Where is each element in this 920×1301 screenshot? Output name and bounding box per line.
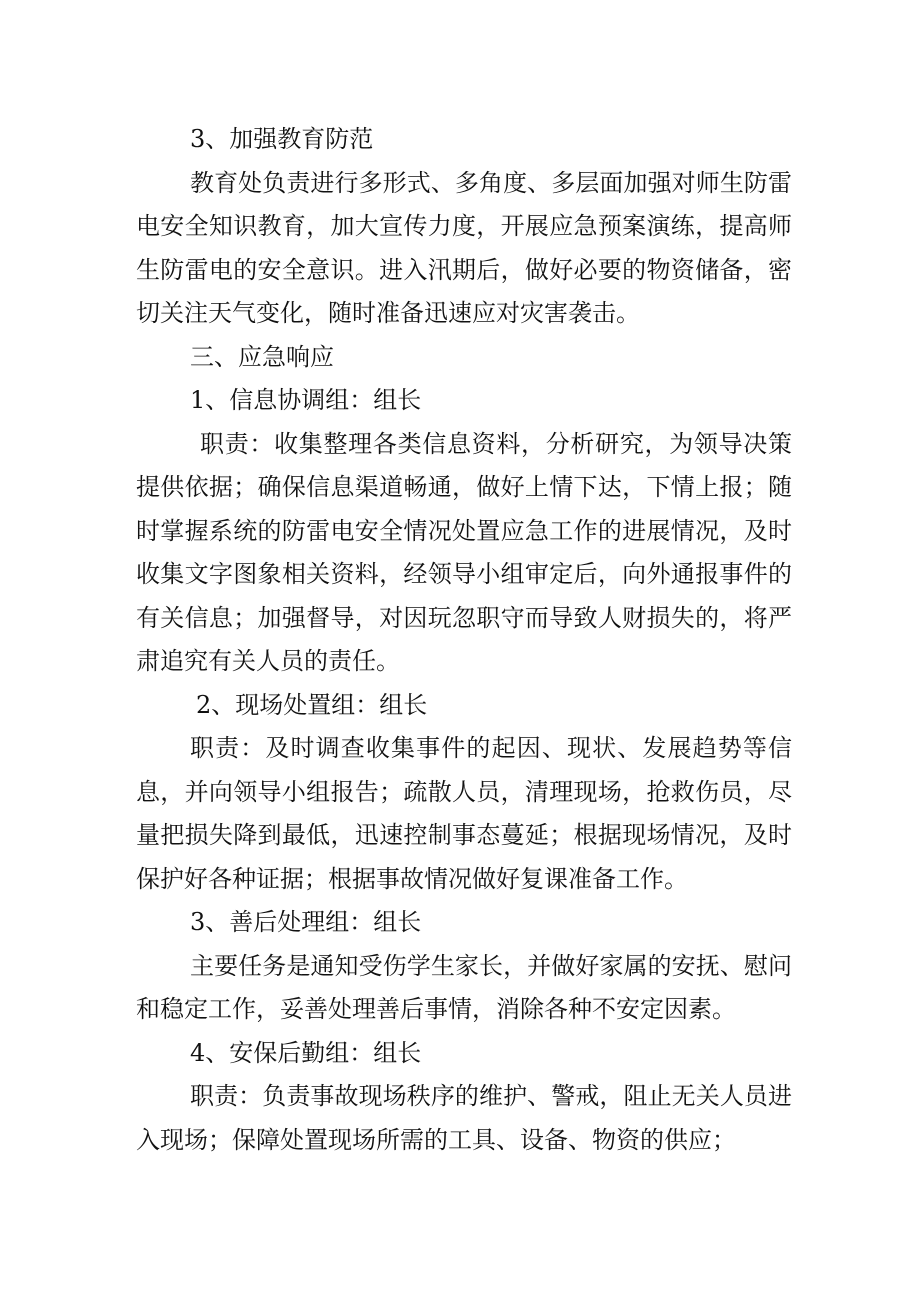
heading-strengthen-education: 3、加强教育防范 [190, 125, 374, 153]
document-body [136, 118, 792, 1162]
heading-info-coordination-group: 1、信息协调组：组长 [190, 386, 422, 414]
paragraph-info-coordination-duties: 职责：收集整理各类信息资料，分析研究，为领导决策提供依据；确保信息渠道畅通，做好上情下达，下情上报；随时掌握系统的防雷电安全情况处置应急工作的进展情况，及时收集文字图象相关资料，经领导小组审定后，向外通报事件的有关信息；加强督导，对因玩忽职守而导致人财损失的，将严肃追究有关人员的责任。 [136, 429, 792, 675]
section-heading-emergency-response: 三、应急响应 [190, 342, 334, 371]
paragraph-security-logistics-duties: 职责：负责事故现场秩序的维护、警戒，阻止无关人员进入现场；保障处置现场所需的工具、设备、物资的供应； [136, 1082, 792, 1154]
heading-onsite-disposal-group: 2、现场处置组：组长 [196, 690, 428, 719]
paragraph-onsite-disposal-duties: 职责：及时调查收集事件的起因、现状、发展趋势等信息，并向领导小组报告；疏散人员，清理现场，抢救伤员，尽量把损失降到最低，迅速控制事态蔓延；根据现场情况，及时保护好各种证据；根据事故情况做好复课准备工作。 [136, 734, 792, 893]
paragraph-aftermath-tasks: 主要任务是通知受伤学生家长，并做好家属的安抚、慰问和稳定工作，妥善处理善后事情，消除各种不安定因素。 [136, 951, 792, 1023]
paragraph-education-office: 教育处负责进行多形式、多角度、多层面加强对师生防雷电安全知识教育，加大宣传力度，开展应急预案演练，提高师生防雷电的安全意识。进入汛期后，做好必要的物资储备，密切关注天气变化，随时准备迅速应对灾害袭击。 [136, 168, 792, 327]
heading-security-logistics-group: 4、安保后勤组：组长 [190, 1038, 422, 1067]
heading-aftermath-group: 3、善后处理组：组长 [190, 908, 422, 936]
